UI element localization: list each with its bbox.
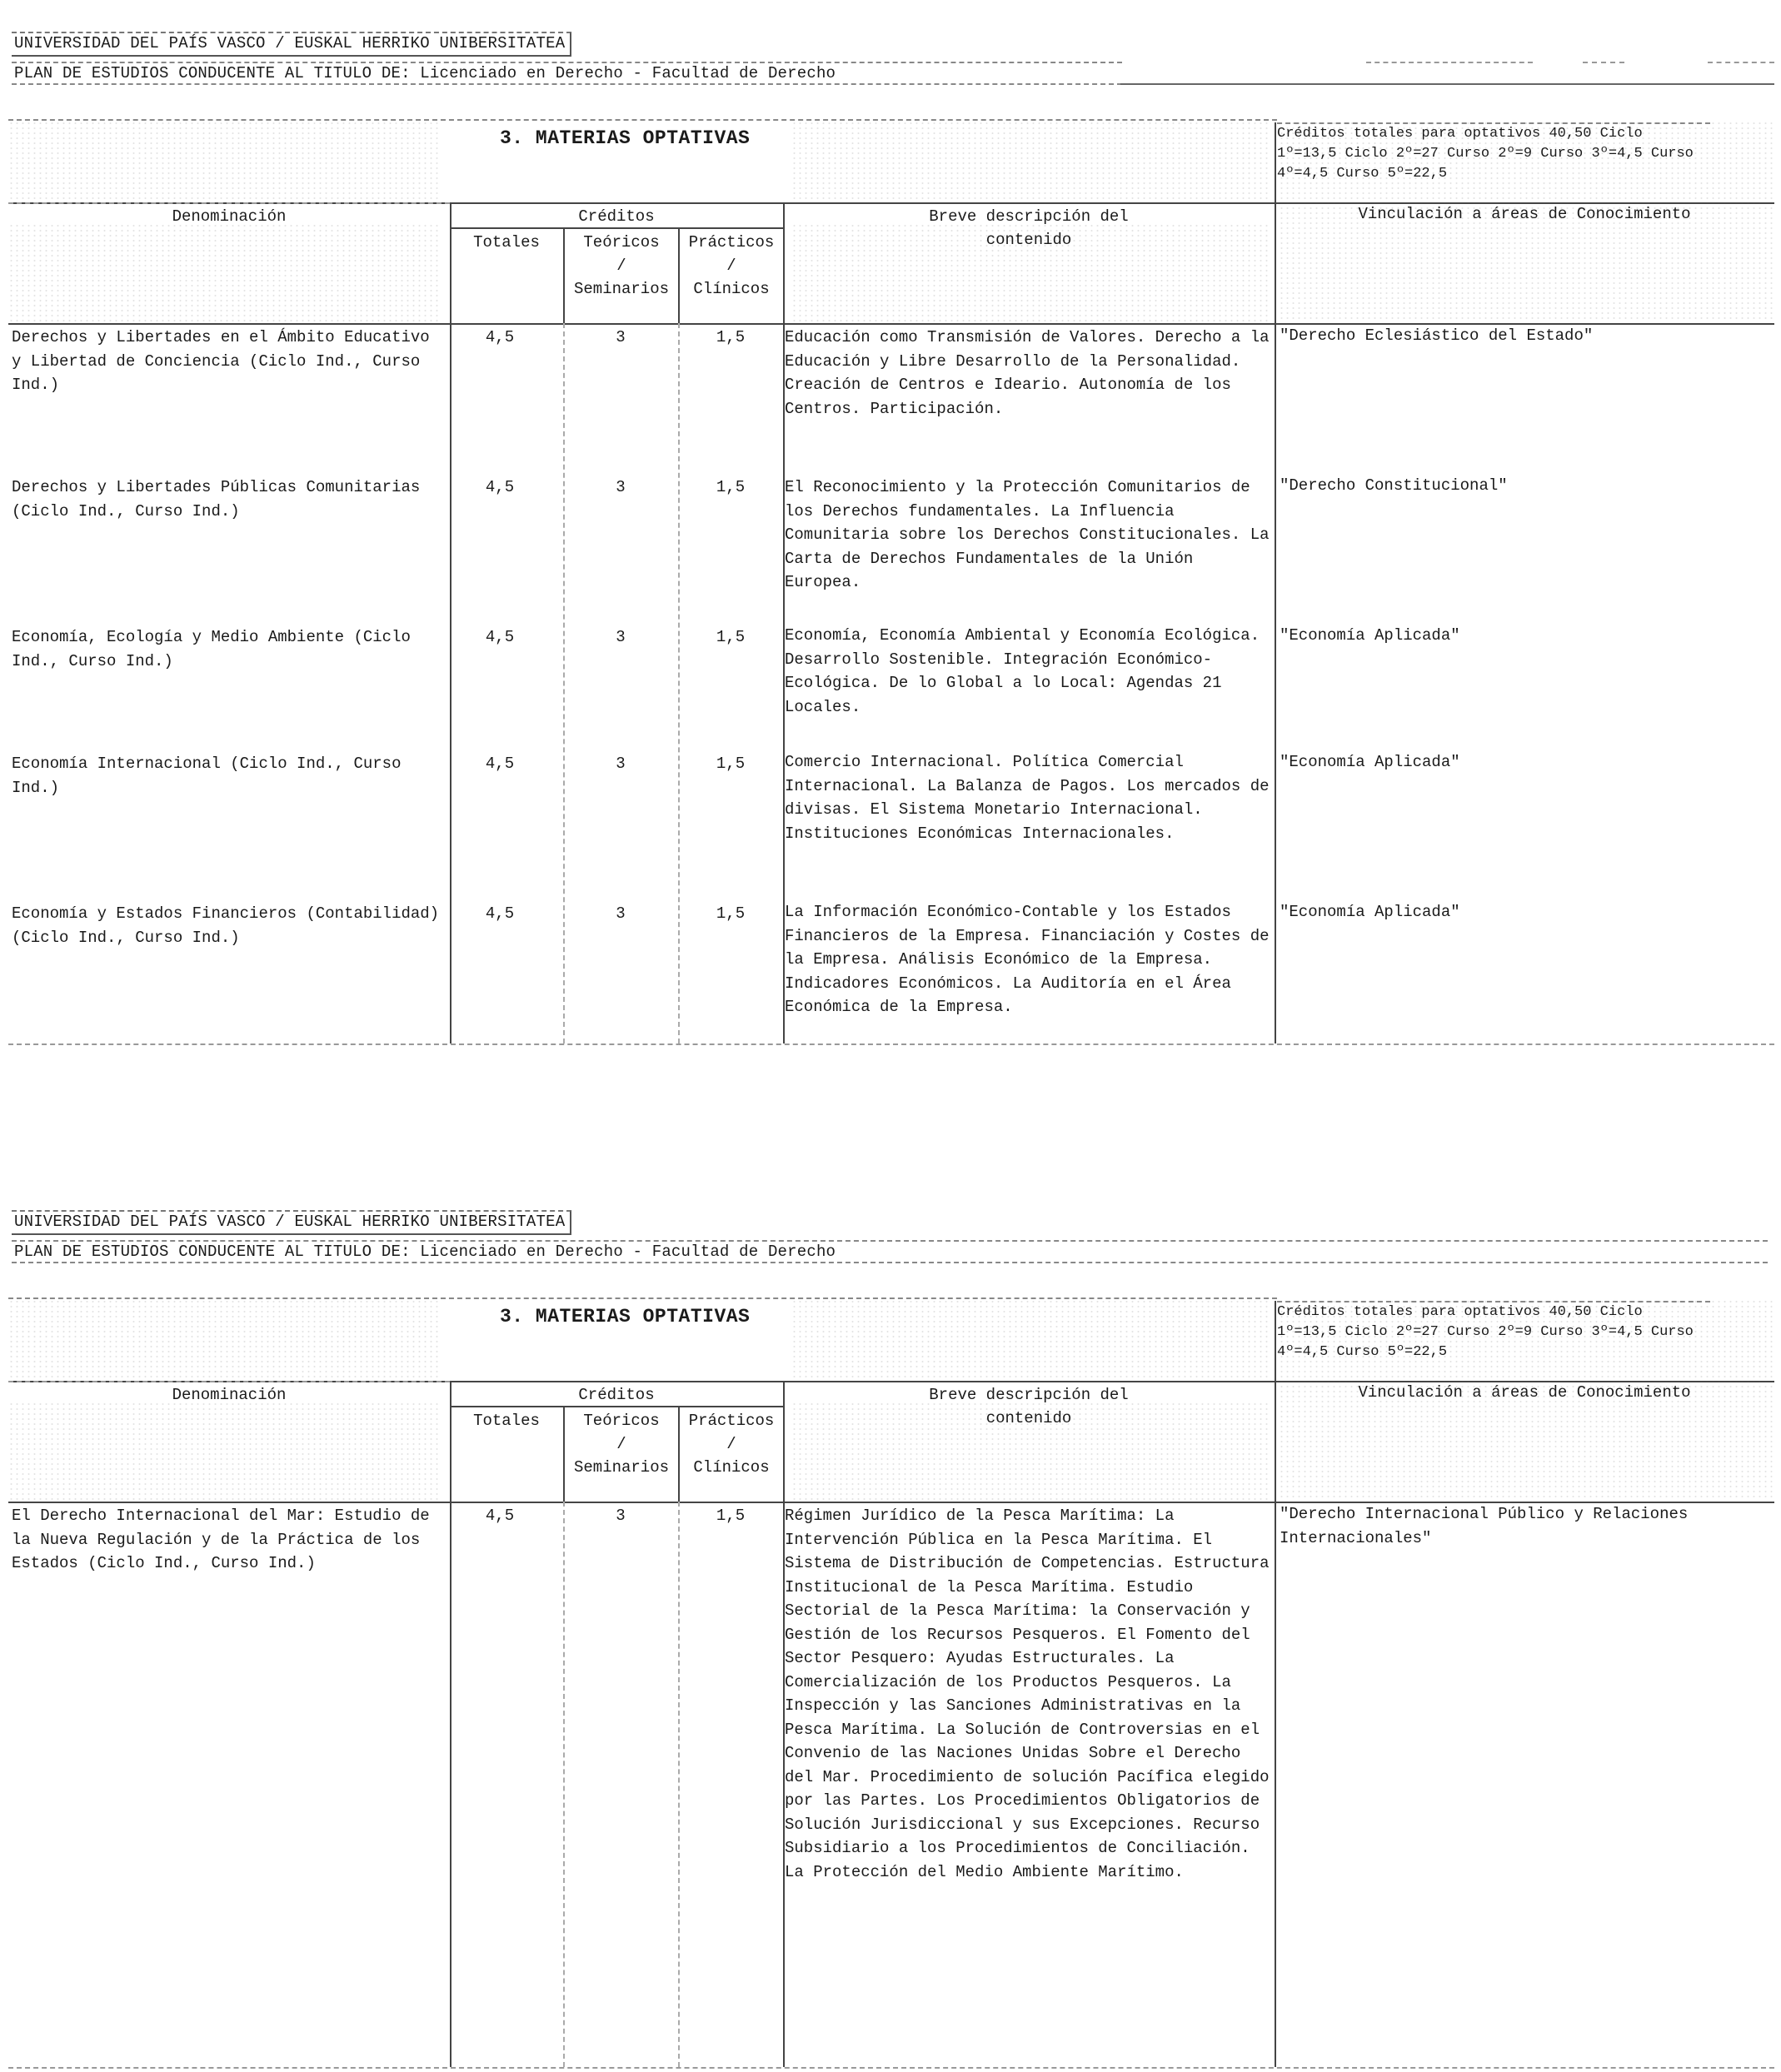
row-vinculacion: "Economía Aplicada"	[1280, 626, 1460, 645]
university-header: UNIVERSIDAD DEL PAÍS VASCO / EUSKAL HERRIKO UNIBERSITATEA	[12, 32, 571, 57]
row-totales: 4,5	[485, 904, 515, 923]
row-practicos: 1,5	[716, 904, 746, 923]
col-teoricos: Teóricos / Seminarios	[573, 233, 670, 298]
row-totales: 4,5	[485, 328, 515, 346]
col-denominacion: Denominación	[172, 1386, 287, 1404]
row-name: Derechos y Libertades Públicas Comunitarias (Ciclo Ind., Curso Ind.)	[12, 478, 421, 520]
col-totales: Totales	[473, 233, 540, 252]
optativas-table	[8, 119, 1774, 1052]
row-teoricos: 3	[616, 755, 626, 773]
plan-header: PLAN DE ESTUDIOS CONDUCENTE AL TITULO DE: Licenciado en Derecho - Facultad de Derecho	[12, 1240, 1768, 1263]
col-denominacion: Denominación	[172, 207, 287, 226]
row-vinculacion: "Economía Aplicada"	[1280, 753, 1460, 771]
col-vinculacion: Vinculación a áreas de Conocimiento	[1358, 205, 1691, 223]
header-rule	[1583, 62, 1624, 63]
col-teoricos: Teóricos / Seminarios	[573, 1412, 670, 1477]
row-totales: 4,5	[485, 755, 515, 773]
col-descripcion: Breve descripción del contenido	[929, 207, 1129, 249]
row-practicos: 1,5	[716, 628, 746, 646]
section-title: 3. MATERIAS OPTATIVAS	[500, 127, 751, 149]
col-practicos: Prácticos / Clínicos	[688, 1412, 775, 1477]
credits-summary: Créditos totales para optativos 40,50 Ciclo 1º=13,5 Ciclo 2º=27 Curso 2º=9 Curso 3º=4,5 Curso 4º=4,5 Curso 5º=22,5	[1277, 122, 1710, 184]
row-teoricos: 3	[616, 328, 626, 346]
col-vinculacion: Vinculación a áreas de Conocimiento	[1358, 1383, 1691, 1402]
row-name: Economía y Estados Financieros (Contabilidad) (Ciclo Ind., Curso Ind.)	[12, 904, 440, 947]
row-vinculacion: "Derecho Internacional Público y Relaciones Internacionales"	[1280, 1505, 1689, 1547]
row-vinculacion: "Economía Aplicada"	[1280, 903, 1460, 921]
section-band	[8, 1297, 1277, 1382]
row-description: Régimen Jurídico de la Pesca Marítima: La Intervención Pública en la Pesca Marítima. El Sistema de Distribución de Competencias. Estructura Institucional de la Pesca Marítima. Estudio Sectorial de la Pesca Marítima: la Conservación y Gestión de los Recursos Pesqueros. El Fomento del Sector Pesquero: Ayudas Estructurales. La Comercialización de los Productos Pesqueros. La Inspección y las Sanciones Administrativas en la Pesca Marítima. La Solución de Controversias en el Convenio de las Naciones Unidas Sobre el Derecho del Mar. Procedimiento de solución Pacífica elegido por las Partes. Los Procedimientos Obligatorios de Solución Jurisdiccional y sus Excepciones. Recurso Subsidiario a los Procedimientos de Conciliación. La Protección del Medio Ambiente Marítimo.	[785, 1507, 1270, 1881]
row-description: Educación como Transmisión de Valores. Derecho a la Educación y Libre Desarrollo de la Personalidad. Creación de Centros e Ideario. Autonomía de los Centros. Participación.	[785, 328, 1270, 418]
row-vinculacion: "Derecho Constitucional"	[1280, 476, 1508, 495]
plan-header: PLAN DE ESTUDIOS CONDUCENTE AL TITULO DE: Licenciado en Derecho - Facultad de Derecho	[12, 62, 1122, 85]
row-practicos: 1,5	[716, 478, 746, 496]
col-practicos: Prácticos / Clínicos	[688, 233, 775, 298]
row-description: Comercio Internacional. Política Comercial Internacional. La Balanza de Pagos. Los mercados de divisas. El Sistema Monetario Internacional. Instituciones Económicas Internacionales.	[785, 753, 1270, 843]
col-creditos: Créditos	[578, 207, 655, 226]
section-band	[8, 119, 1277, 204]
header-rule	[1120, 83, 1774, 85]
col-totales: Totales	[473, 1412, 540, 1430]
university-header: UNIVERSIDAD DEL PAÍS VASCO / EUSKAL HERRIKO UNIBERSITATEA	[12, 1210, 571, 1235]
row-totales: 4,5	[485, 1507, 515, 1525]
row-totales: 4,5	[485, 478, 515, 496]
header-rule	[1708, 62, 1774, 63]
col-creditos: Créditos	[578, 1386, 655, 1404]
row-description: La Información Económico-Contable y los Estados Financieros de la Empresa. Financiación y Costes de la Empresa. Análisis Económico de la Empresa. Indicadores Económicos. La Auditoría en el Área Económica de la Empresa.	[785, 903, 1270, 1016]
row-description: El Reconocimiento y la Protección Comunitarios de los Derechos fundamentales. La Influencia Comunitaria sobre los Derechos Constitucionales. La Carta de Derechos Fundamentales de la Unión Europea.	[785, 478, 1270, 591]
row-practicos: 1,5	[716, 328, 746, 346]
optativas-table	[8, 1297, 1774, 2072]
row-name: El Derecho Internacional del Mar: Estudio de la Nueva Regulación y de la Práctica de los Estados (Ciclo Ind., Curso Ind.)	[12, 1507, 430, 1572]
row-name: Economía Internacional (Ciclo Ind., Curso Ind.)	[12, 755, 402, 797]
row-teoricos: 3	[616, 478, 626, 496]
row-practicos: 1,5	[716, 1507, 746, 1525]
col-descripcion: Breve descripción del contenido	[929, 1386, 1129, 1427]
credits-summary: Créditos totales para optativos 40,50 Ciclo 1º=13,5 Ciclo 2º=27 Curso 2º=9 Curso 3º=4,5 Curso 4º=4,5 Curso 5º=22,5	[1277, 1301, 1710, 1362]
row-teoricos: 3	[616, 1507, 626, 1525]
row-vinculacion: "Derecho Eclesiástico del Estado"	[1280, 326, 1594, 345]
row-name: Derechos y Libertades en el Ámbito Educativo y Libertad de Conciencia (Ciclo Ind., Curso Ind.)	[12, 328, 430, 394]
section-title: 3. MATERIAS OPTATIVAS	[500, 1306, 751, 1327]
row-practicos: 1,5	[716, 755, 746, 773]
row-name: Economía, Ecología y Medio Ambiente (Ciclo Ind., Curso Ind.)	[12, 628, 411, 670]
row-teoricos: 3	[616, 628, 626, 646]
header-rule	[1366, 62, 1533, 63]
row-totales: 4,5	[485, 628, 515, 646]
row-description: Economía, Economía Ambiental y Economía Ecológica. Desarrollo Sostenible. Integración Económico-Ecológica. De lo Global a lo Local: Agendas 21 Locales.	[785, 626, 1260, 716]
row-teoricos: 3	[616, 904, 626, 923]
